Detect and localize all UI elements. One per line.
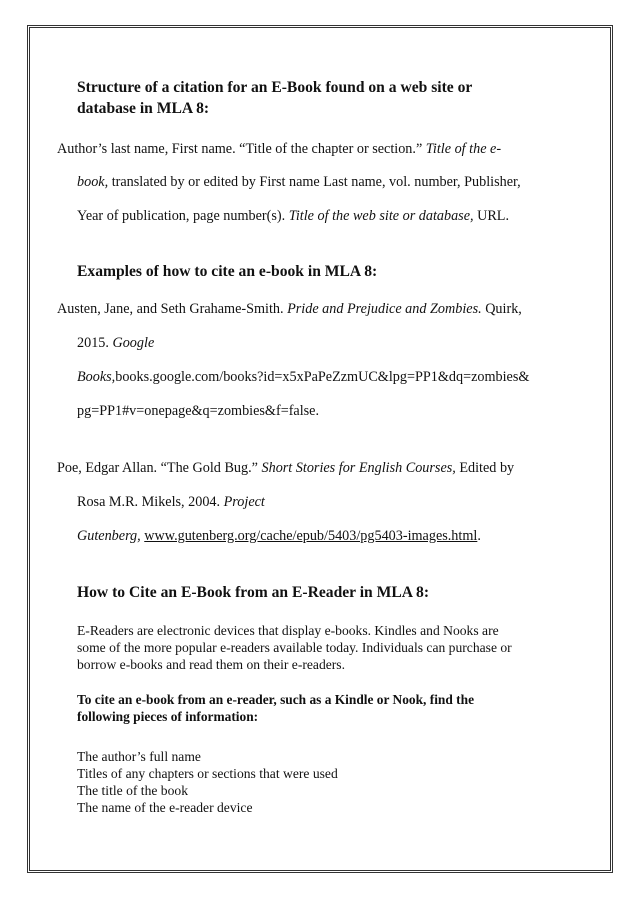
paragraph-line: some of the more popular e-readers available today. Individuals can purchase or	[77, 640, 512, 655]
example-citation-line: Rosa M.R. Mikels, 2004. Project	[77, 494, 265, 510]
citation-format-line: book, translated by or edited by First name Last name, vol. number, Publisher,	[77, 174, 521, 190]
example-citation-line: Books,books.google.com/books?id=x5xPaPeZzmUC&lpg=PP1&dq=zombies&	[77, 369, 530, 385]
example-citation-line: Gutenberg, www.gutenberg.org/cache/epub/5403/pg5403-images.html.	[77, 528, 481, 544]
bold-instruction-line: following pieces of information:	[77, 709, 259, 724]
section-heading-ereader: How to Cite an E-Book from an E-Reader in MLA 8:	[77, 584, 430, 601]
list-item: The name of the e-reader device	[77, 800, 253, 815]
example-citation-line: Poe, Edgar Allan. “The Gold Bug.” Short Stories for English Courses, Edited by	[57, 460, 515, 476]
section-heading-structure-cont: database in MLA 8:	[77, 100, 210, 117]
example-citation-line: Austen, Jane, and Seth Grahame-Smith. Pride and Prejudice and Zombies. Quirk,	[57, 301, 522, 317]
section-heading-structure: Structure of a citation for an E-Book found on a web site or	[77, 79, 473, 96]
citation-format-line: Year of publication, page number(s). Title of the web site or database, URL.	[77, 208, 510, 224]
example-citation-line: pg=PP1#v=onepage&q=zombies&f=false.	[77, 403, 320, 419]
paragraph-line: borrow e-books and read them on their e-readers.	[77, 657, 345, 672]
bold-instruction-line: To cite an e-book from an e-reader, such as a Kindle or Nook, find the	[77, 692, 475, 707]
list-item: The title of the book	[77, 783, 188, 798]
section-heading-examples: Examples of how to cite an e-book in MLA 8:	[77, 263, 378, 280]
example-citation-line: 2015. Google	[77, 335, 155, 351]
list-item: The author’s full name	[77, 749, 201, 764]
list-item: Titles of any chapters or sections that were used	[77, 766, 338, 781]
gutenberg-url[interactable]: www.gutenberg.org/cache/epub/5403/pg5403-images.html	[144, 528, 478, 544]
paragraph-line: E-Readers are electronic devices that display e-books. Kindles and Nooks are	[77, 623, 499, 638]
citation-format-line: Author’s last name, First name. “Title of the chapter or section.” Title of the e-	[57, 141, 502, 157]
